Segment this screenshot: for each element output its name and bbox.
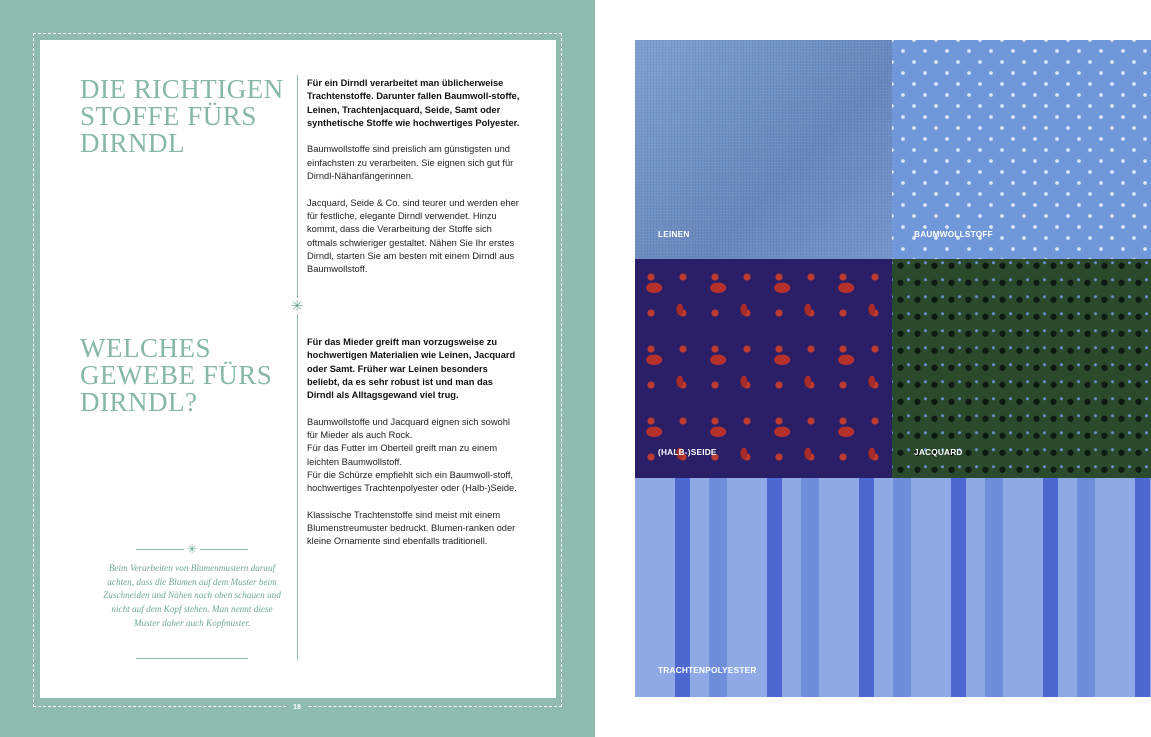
section-gewebe	[307, 336, 522, 562]
paragraph: Jacquard, Seide & Co. sind teurer und werden eher für festliche, elegante Dirndl verwendet. Hinzu kommt, dass die Verarbeitung der Stoffe sich oftmals schwieriger gestaltet. Nähen Sie Ihr erstes Dirndl, starten Sie am besten mit einem Dirndl aus Baumwollstoff.	[307, 197, 519, 275]
tip-box	[98, 542, 286, 659]
fabric-label: TRACHTENPOLYESTER	[658, 665, 757, 675]
fabric-tile-jacquard	[892, 259, 1151, 478]
tip-rule-bottom	[136, 658, 248, 659]
fabric-label: JACQUARD	[914, 447, 963, 457]
asterisk-flower-icon: ✳	[184, 542, 200, 556]
heading-stoffe: DIE RICHTIGEN STOFFE FÜRS DIRNDL	[80, 74, 284, 158]
fabric-tile-leinen	[635, 40, 892, 259]
fabric-label: LEINEN	[658, 229, 690, 239]
fabric-tile-trachtenpolyester	[635, 478, 1151, 697]
section-stoffe-lead: Für ein Dirndl verarbeitet man üblicherweise Trachtenstoffe. Darunter fallen Baumwoll-stoffe, Leinen, Trachtenjacquard, Seide, Samt oder synthetische Stoffe wie hochwertiges Polyester.	[307, 78, 520, 128]
column-divider	[297, 75, 298, 660]
section-stoffe	[307, 77, 522, 290]
section-gewebe-lead: Für das Mieder greift man vorzugsweise zu hochwertigen Materialien wie Leinen, Jacquard oder Samt. Früher war Leinen besonders beliebt, da es sehr robust ist und man das Dirndl als Alltagsgewand viel trug.	[307, 337, 516, 401]
heading-gewebe: WELCHES GEWEBE FÜRS DIRNDL?	[80, 333, 273, 417]
fabric-label: BAUMWOLLSTOFF	[914, 229, 993, 239]
fabric-tile-baumwollstoff	[892, 40, 1151, 259]
fabric-tile-seide	[635, 259, 892, 478]
paragraph: Klassische Trachtenstoffe sind meist mit einem Blumenstreumuster bedruckt. Blumen-ranken oder kleine Ornamente sind ebenfalls traditionell.	[307, 509, 516, 547]
paragraph: Baumwollstoffe und Jacquard eignen sich sowohl für Mieder als auch Rock. Für das Futter im Oberteil greift man zu einem leichten Baumwollstoff. Für die Schürze empfiehlt sich ein Baumwoll-stoff, hochwertiges Trachtenpolyester oder (Halb-)Seide.	[307, 416, 517, 494]
paragraph: Baumwollstoffe sind preislich am günstigsten und einfachsten zu verarbeiten. Sie eignen sich gut für Dirndl-Nähanfängerinnen.	[307, 144, 514, 182]
fabric-label: (HALB-)SEIDE	[658, 447, 717, 457]
tip-text: Beim Verarbeiten von Blumenmustern darauf achten, dass die Blumen auf dem Muster beim Zuschneiden und Nähen nach oben schauen und nicht auf dem Kopf stehen. Man nennt diese Muster daher auch Kopfmuster.	[103, 563, 281, 628]
page-number: 18	[286, 699, 308, 717]
asterisk-flower-icon: ✳	[290, 297, 304, 315]
